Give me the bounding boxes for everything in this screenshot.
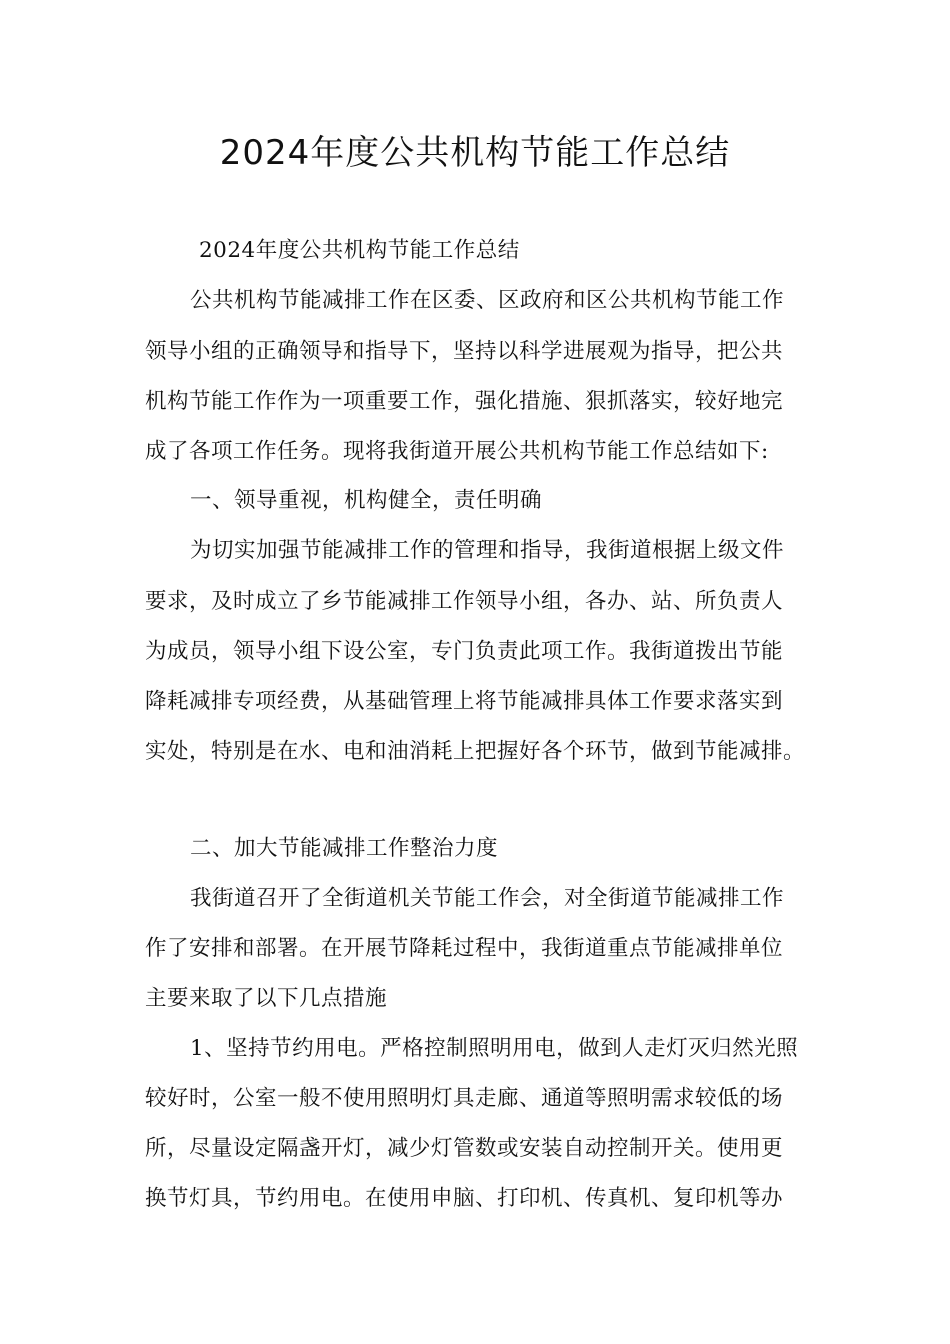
paragraph-line: 领导小组的正确领导和指导下，坚持以科学进展观为指导，把公共 xyxy=(145,339,784,364)
paragraph-line: 机构节能工作作为一项重要工作，强化措施、狠抓落实，较好地完 xyxy=(145,389,784,414)
paragraph-line: 1、坚持节约用电。严格控制照明用电，做到人走灯灭归然光照 xyxy=(190,1036,799,1061)
section-heading: 一、领导重视，机构健全，责任明确 xyxy=(190,488,543,513)
document-title: 2024年度公共机构节能工作总结 xyxy=(219,133,731,173)
paragraph-line: 较好时，公室一般不使用照明灯具走廊、通道等照明需求较低的场 xyxy=(145,1086,784,1111)
paragraph-line: 我街道召开了全街道机关节能工作会，对全街道节能减排工作 xyxy=(190,886,785,911)
section-heading: 二、加大节能减排工作整治力度 xyxy=(190,836,499,861)
subtitle-line: 2024年度公共机构节能工作总结 xyxy=(199,238,520,263)
paragraph-line: 主要来取了以下几点措施 xyxy=(145,986,388,1011)
paragraph-line: 作了安排和部署。在开展节降耗过程中，我街道重点节能减排单位 xyxy=(145,936,784,961)
paragraph-line: 为成员，领导小组下设公室，专门负责此项工作。我街道拨出节能 xyxy=(145,639,784,664)
paragraph-line: 成了各项工作任务。现将我街道开展公共机构节能工作总结如下: xyxy=(145,439,769,464)
paragraph-line: 换节灯具，节约用电。在使用申脑、打印机、传真机、复印机等办 xyxy=(145,1186,784,1211)
paragraph-line: 为切实加强节能减排工作的管理和指导，我街道根据上级文件 xyxy=(190,538,785,563)
paragraph-line: 降耗减排专项经费，从基础管理上将节能减排具体工作要求落实到 xyxy=(145,689,784,714)
paragraph-line: 实处，特别是在水、电和油消耗上把握好各个环节，做到节能减排。 xyxy=(145,739,806,764)
paragraph-line: 所，尽量设定隔盏开灯，减少灯管数或安装自动控制开关。使用更 xyxy=(145,1136,784,1161)
paragraph-line: 要求，及时成立了乡节能减排工作领导小组，各办、站、所负责人 xyxy=(145,589,784,614)
paragraph-line: 公共机构节能减排工作在区委、区政府和区公共机构节能工作 xyxy=(190,288,785,313)
